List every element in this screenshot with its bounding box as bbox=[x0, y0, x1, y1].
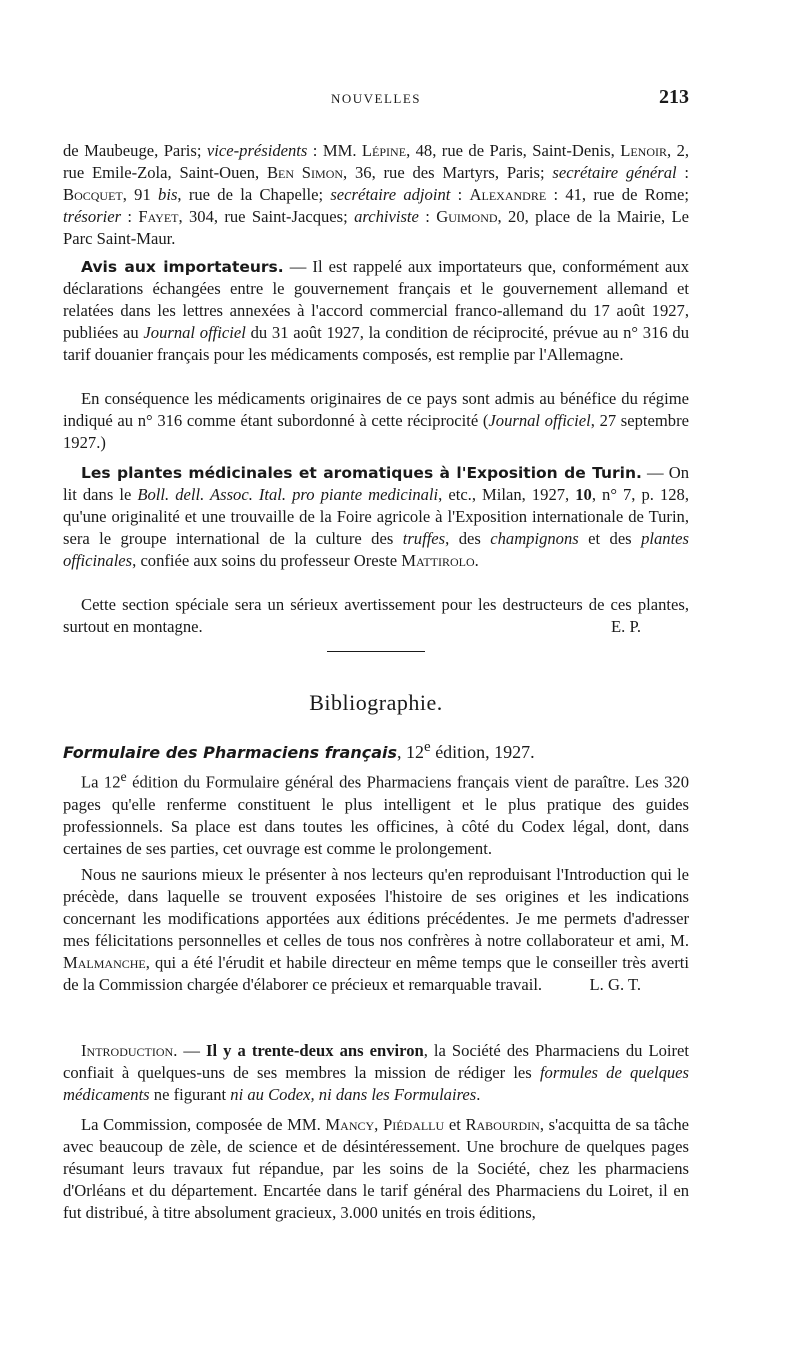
bibliographie-signature: L. G. T. bbox=[589, 975, 641, 995]
plantes-signature: E. P. bbox=[611, 617, 641, 637]
plantes-section-paragraph: Cette section spéciale sera un sérieux avertissement pour les destructeurs de ces plantes, surtout en montagne. E. P. bbox=[63, 594, 689, 638]
bibliographie-review-paragraph: Nous ne saurions mieux le présenter à nos lecteurs qu'en reproduisant l'Introduction qui le précède, dans laquelle se trouvent exposées l'histoire de ses origines et les indications concernant les modifications apportées aux éditions précédentes. Je me permets d'adresser mes félicitations personnelles et celles de tous nos confrères à notre collaborateur et ami, M. Malmanche, qui a été l'érudit et habile directeur en même temps que le conseiller très averti de la Commission chargée d'élaborer ce précieux et remarquable travail. L. G. T. bbox=[63, 864, 689, 997]
bibliographie-intro-paragraph: La 12e édition du Formulaire général des Pharmaciens français vient de paraître. Les 320 pages qu'elle renferme constituent le plus intelligent et le plus pratique des guides professionnels. Sa place est dans toutes les officines, à côté du Codex légal, dont, dans certaines de ses parties, cet ouvrage est comme le prolongement. bbox=[63, 769, 689, 858]
plantes-heading: Les plantes médicinales et aromatiques à l'Exposition de Turin. bbox=[81, 464, 642, 482]
book-title-line: Formulaire des Pharmaciens français, 12e édition, 1927. bbox=[63, 739, 535, 762]
plantes-paragraph: Les plantes médicinales et aromatiques à l'Exposition de Turin. — On lit dans le Boll. dell. Assoc. Ital. pro piante medicinali, etc., Milan, 1927, 10, n° 7, p. 128, qu'une originalité et une trouvaille de la Foire agricole à l'Exposition internationale de Turin, sera le groupe international de la culture des truffes, des champignons et des plantes officinales, confiée aux soins du professeur Oreste Mattirolo. bbox=[63, 463, 690, 571]
bibliographie-title: Bibliographie. bbox=[309, 690, 443, 715]
section-divider bbox=[327, 651, 425, 652]
avis-heading: Avis aux importateurs. bbox=[81, 258, 284, 276]
avis-consequence-paragraph: En conséquence les médicaments originaires de ce pays sont admis au bénéfice du régime indiqué au n° 316 comme étant subordonné à cette réciprocité (Journal officiel, 27 septembre 1927.) bbox=[63, 389, 689, 453]
avis-importateurs-paragraph: Avis aux importateurs. — Il est rappelé aux importateurs que, conformément aux déclarations échangées entre le gouvernement français et le gouvernement allemand et relatées dans les lettres annexées à l'accord commercial franco-allemand du 17 août 1927, publiées au Journal officiel du 31 août 1927, la condition de réciprocité, prévue au n° 316 du tarif douanier français pour les médicaments composés, est remplie par l'Allemagne. bbox=[63, 257, 690, 365]
page-number: 213 bbox=[659, 86, 689, 108]
commission-paragraph: La Commission, composée de MM. Mancy, Piédallu et Rabourdin, s'acquitta de sa tâche avec beaucoup de zèle, de science et de désintéressement. Une brochure de quelques pages résumant leurs travaux fut répandue, par les soins de la Société, chez les pharmaciens d'Orléans et du département. Encartée dans le tarif général des Pharmaciens du Loiret, il en fut distribué, à titre absolument gracieux, 3.000 unités en trois éditions, bbox=[63, 1115, 689, 1223]
introduction-paragraph: Introduction. — Il y a trente-deux ans environ, la Société des Pharmaciens du Loiret confiait à quelques-uns de ses membres la mission de rédiger les formules de quelques médicaments ne figurant ni au Codex, ni dans les Formulaires. bbox=[63, 1041, 690, 1105]
society-officers-paragraph: de Maubeuge, Paris; vice-présidents : MM. Lépine, 48, rue de Paris, Saint-Denis, Lenoir, 2, rue Emile-Zola, Saint-Ouen, Ben Simon, 36, rue des Martyrs, Paris; secrétaire général : Bocquet, 91 bis, rue de la Chapelle; secrétaire adjoint : Alexandre : 41, rue de Rome; trésorier : Fayet, 304, rue Saint-Jacques; archiviste : Guimond, 20, place de la Mairie, Le Parc Saint-Maur. bbox=[63, 141, 690, 249]
running-title: NOUVELLES bbox=[330, 91, 422, 106]
page-header bbox=[63, 86, 689, 110]
